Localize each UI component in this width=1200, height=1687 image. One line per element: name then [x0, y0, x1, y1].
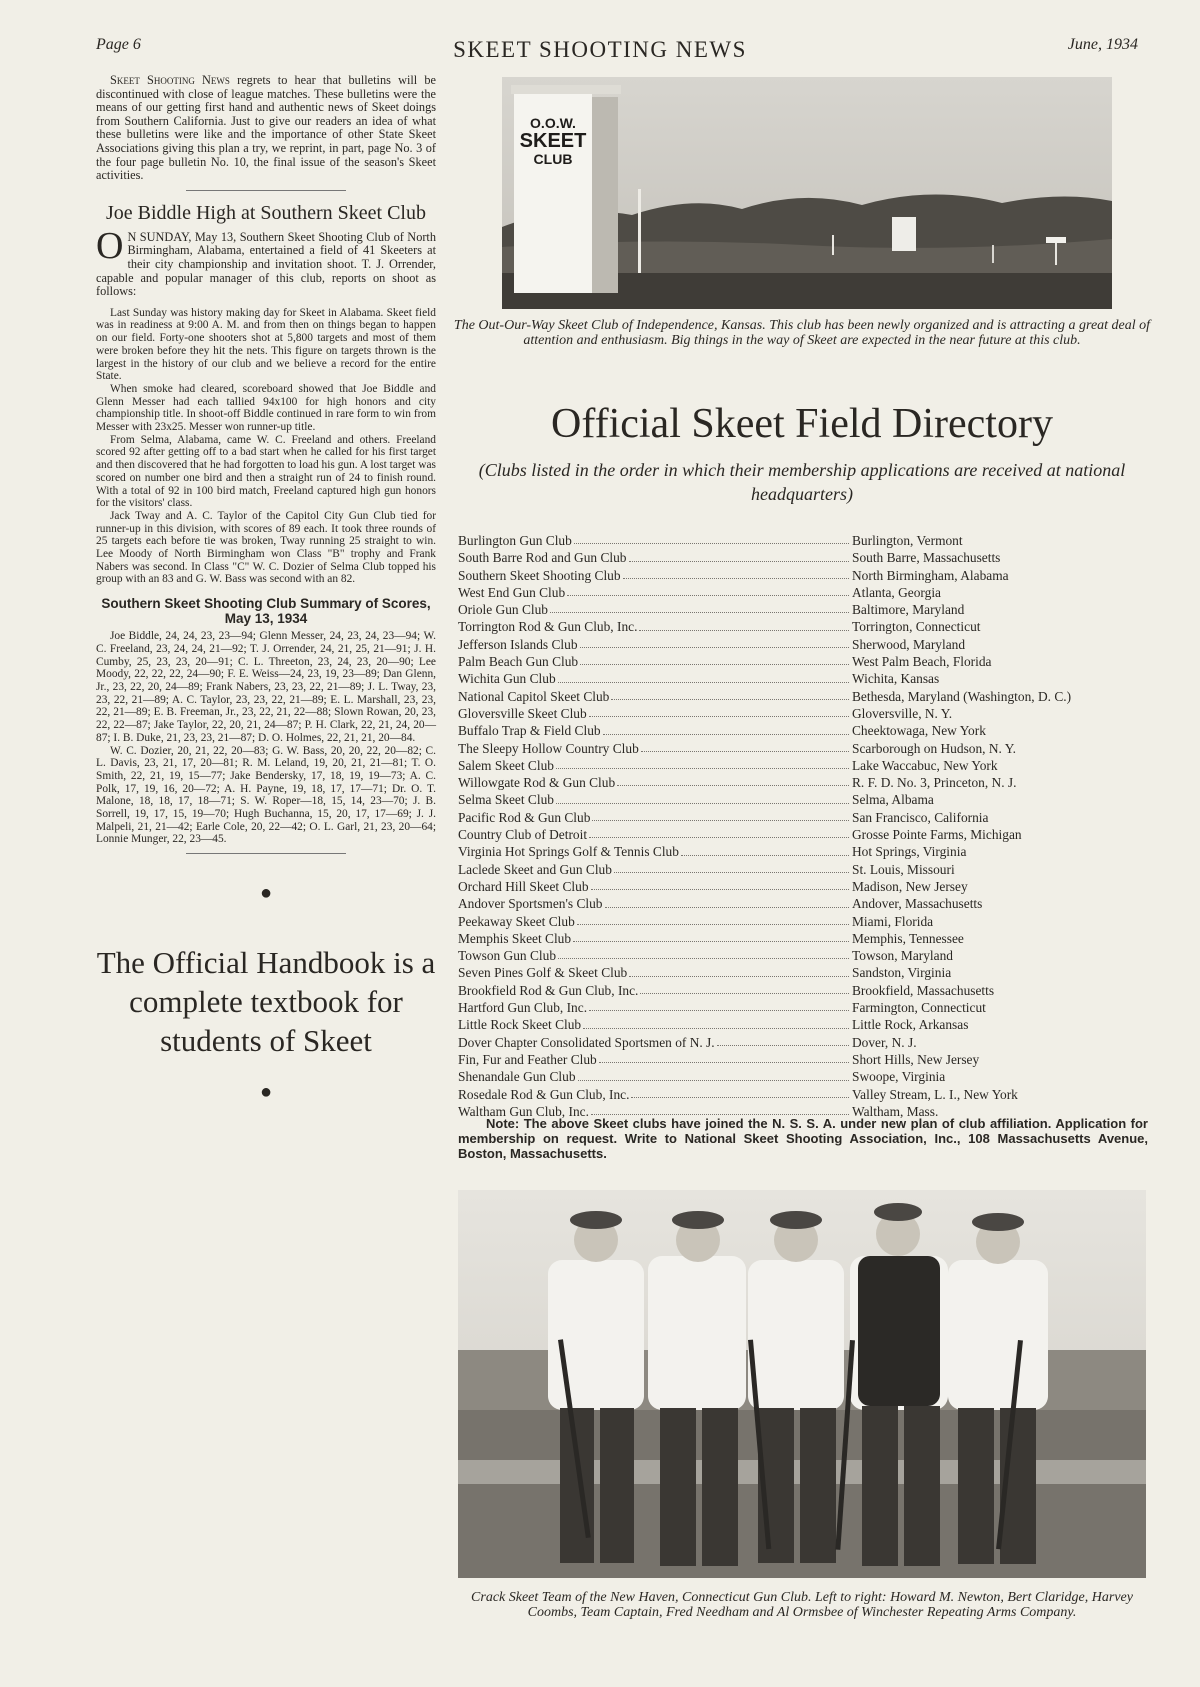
- club-location: Memphis, Tennessee: [852, 930, 964, 946]
- club-name-cell: [458, 532, 850, 549]
- leader-dots: [640, 982, 849, 994]
- directory-entry: [458, 1068, 1158, 1085]
- club-name-cell: [458, 861, 850, 878]
- club-name: Jefferson Islands Club: [458, 636, 578, 652]
- club-name-cell: [458, 878, 850, 895]
- sign-line: CLUB: [533, 151, 573, 167]
- club-name-cell: [458, 999, 850, 1016]
- club-location: South Barre, Massachusetts: [852, 550, 1001, 566]
- club-location: Scarborough on Hudson, N. Y.: [852, 740, 1017, 756]
- intro-lead: Skeet Shooting News: [110, 73, 230, 87]
- leader-dots: [580, 653, 849, 665]
- directory-entry: [458, 757, 1158, 774]
- club-location: Brookfield, Massachusetts: [852, 982, 995, 998]
- club-location: Towson, Maryland: [852, 948, 953, 964]
- club-name-cell: [458, 567, 850, 584]
- club-name: Southern Skeet Shooting Club: [458, 567, 621, 583]
- club-name-cell: [458, 982, 850, 999]
- club-name: Wichita Gun Club: [458, 671, 556, 687]
- club-location: Cheektowaga, New York: [852, 723, 986, 739]
- leader-dots: [591, 1103, 849, 1115]
- directory-entry: [458, 740, 1158, 757]
- page-number: Page 6: [96, 36, 141, 53]
- summary-scores: Joe Biddle, 24, 24, 23, 23—94; Glenn Messer, 24, 23, 24, 23—94; W. C. Freeland, 23, 24, 24, 21—92; T. J. Orrender, 24, 21, 25, 21—91; J. H. Cumby, 25, 23, 23, 20—91; C. L. Threeton, 23, 24, 23, 20—90; Lee Moody, 22, 22, 22, 24—90; F. E. Weiss—24, 23, 19, 23—89; Dan Glenn, Jr., 23, 22, 20, 24—89; Frank Nabers, 23, 23, 22, 21—89; J. L. Tway, 23, 23, 22, 21—89; A. C. Taylor, 23, 23, 22, 21—89; E. L. Marshall, 23, 23, 22, 21—89; E. B. Freeman, Jr., 23, 22, 21, 22—88; Slown Rowan, 20, 23, 22, 22—87; Jake Taylor, 22, 20, 21, 24—87; P. H. Clark, 22, 21, 24, 20—87; I. B. Duke, 21, 23, 23, 21—87; D. O. Holmes, 22, 21, 21, 20—84.: [96, 630, 436, 744]
- lead-text: N SUNDAY, May 13, Southern Skeet Shooting Club of North Birmingham, Alabama, entertained a field of 41 Skeeters at their city championship and invitation shoot. T. J. Orrender, capable and popular manager of this club, reports on shoot as follows:: [96, 229, 436, 299]
- club-location: Lake Waccabuc, New York: [852, 757, 998, 773]
- club-location: Hot Springs, Virginia: [852, 844, 967, 860]
- club-name-cell: [458, 670, 850, 687]
- team-photo-drawing: [458, 1190, 1146, 1578]
- leader-dots: [558, 947, 849, 959]
- leader-dots: [611, 688, 849, 700]
- drop-cap: O: [96, 224, 124, 267]
- directory-entry: [458, 1034, 1158, 1051]
- club-name: Little Rock Skeet Club: [458, 1017, 582, 1033]
- club-location: Andover, Massachusetts: [852, 896, 983, 912]
- left-column: [96, 74, 436, 1102]
- directory-entry: [458, 826, 1158, 843]
- page-header: [0, 0, 1200, 80]
- directory-entry: [458, 809, 1158, 826]
- club-location: Little Rock, Arkansas: [852, 1017, 969, 1033]
- club-name-cell: [458, 705, 850, 722]
- leader-dots: [629, 964, 849, 976]
- issue-date: June, 1934: [1067, 36, 1138, 53]
- leader-dots: [681, 843, 849, 855]
- summary-title: Southern Skeet Shooting Club Summary of Scores, May 13, 1934: [101, 596, 431, 627]
- directory-entry: [458, 964, 1158, 981]
- club-name: Gloversville Skeet Club: [458, 705, 587, 721]
- directory-entry: [458, 567, 1158, 584]
- club-name: Laclede Skeet and Gun Club: [458, 861, 612, 877]
- club-location: Sandston, Virginia: [852, 965, 952, 981]
- club-location: Dover, N. J.: [852, 1034, 917, 1050]
- bullet-mark: ●: [259, 1081, 273, 1104]
- divider: [186, 853, 346, 854]
- club-name: Hartford Gun Club, Inc.: [458, 1000, 588, 1016]
- club-name-cell: [458, 757, 850, 774]
- leader-dots: [623, 567, 849, 579]
- leader-dots: [550, 601, 849, 613]
- directory-entry: [458, 705, 1158, 722]
- club-location: Torrington, Connecticut: [852, 619, 981, 635]
- leader-dots: [577, 913, 849, 925]
- directory-entry: [458, 982, 1158, 999]
- bulletin-intro: [96, 74, 436, 183]
- directory-entry: [458, 774, 1158, 791]
- article-title: Joe Biddle High at Southern Skeet Club: [106, 201, 426, 224]
- leader-dots: [567, 584, 849, 596]
- club-name-cell: [458, 964, 850, 981]
- leader-dots: [580, 636, 849, 648]
- directory-note: Note: The above Skeet clubs have joined the N. S. S. A. under new plan of club affiliation. Application for membership on request. Write to National Skeet Shooting Association, Inc., 108 Massachusetts Avenue, Boston, Massachusetts.: [458, 1116, 1148, 1161]
- club-name: Buffalo Trap & Field Club: [458, 723, 601, 739]
- leader-dots: [573, 930, 849, 942]
- club-name-cell: [458, 601, 850, 618]
- leader-dots: [583, 1016, 849, 1028]
- directory-entry: [458, 999, 1158, 1016]
- club-location: Gloversville, N. Y.: [852, 705, 953, 721]
- club-location: Burlington, Vermont: [852, 533, 963, 548]
- leader-dots: [574, 532, 849, 544]
- club-name: Towson Gun Club: [458, 948, 557, 964]
- club-name: Orchard Hill Skeet Club: [458, 878, 589, 894]
- club-name: Pacific Rod & Gun Club: [458, 809, 591, 825]
- directory-subtitle: (Clubs listed in the order in which their membership applications are received at national headquarters): [478, 460, 1126, 504]
- club-location: Baltimore, Maryland: [852, 602, 965, 618]
- club-name: Dover Chapter Consolidated Sportsmen of N. J.: [458, 1034, 715, 1050]
- article-lead: [96, 224, 436, 299]
- skeet-club-sign: [514, 115, 592, 167]
- club-location: Atlanta, Georgia: [852, 584, 941, 600]
- club-name: Palm Beach Gun Club: [458, 654, 579, 670]
- club-name: Fin, Fur and Feather Club: [458, 1051, 597, 1067]
- leader-dots: [589, 705, 849, 717]
- club-name-cell: [458, 774, 850, 791]
- club-name: South Barre Rod and Gun Club: [458, 550, 627, 566]
- skeet-club-photo: [502, 77, 1112, 309]
- club-name-cell: [458, 791, 850, 808]
- club-name-cell: [458, 1086, 850, 1103]
- directory-entry: [458, 930, 1158, 947]
- intro-text: regrets to hear that bulletins will be discontinued with close of league matches. These bulletins were the means of our getting first hand and authentic news of Skeet doings from Southern California. Just to give our readers an idea of what these bulletins were like and the importance of other State Skeet Associations giving this plan a try, we reprint, in part, page No. 3 of the four page bulletin No. 10, the final issue of the season's Skeet activities.: [96, 73, 436, 183]
- club-location: North Birmingham, Alabama: [852, 567, 1009, 583]
- club-location: Madison, New Jersey: [852, 878, 968, 894]
- club-name-cell: [458, 636, 850, 653]
- club-name: Andover Sportsmen's Club: [458, 896, 603, 912]
- club-name-cell: [458, 1016, 850, 1033]
- directory-entry: [458, 636, 1158, 653]
- club-name: Peekaway Skeet Club: [458, 913, 575, 929]
- club-name: Seven Pines Golf & Skeet Club: [458, 965, 628, 981]
- leader-dots: [717, 1034, 849, 1046]
- article-paragraph: From Selma, Alabama, came W. C. Freeland and others. Freeland scored 92 after getting off to a bad start when he called for his first target and then discovered that he had forgotten to load his gun. A lost target was scored on number one bird and then a straight run of 24 to finish round. With a total of 92 in 100 bird match, Freeland captured high gun honors for the visitors' class.: [96, 433, 436, 510]
- leader-dots: [589, 999, 849, 1011]
- directory-entry: [458, 670, 1158, 687]
- club-name: Brookfield Rod & Gun Club, Inc.: [458, 982, 639, 998]
- leader-dots: [641, 740, 849, 752]
- leader-dots: [603, 722, 849, 734]
- club-location: St. Louis, Missouri: [852, 861, 955, 877]
- club-name-cell: [458, 722, 850, 739]
- directory-entry: [458, 843, 1158, 860]
- club-name: Country Club of Detroit: [458, 827, 588, 843]
- club-name-cell: [458, 913, 850, 930]
- club-location: San Francisco, California: [852, 809, 989, 825]
- leader-dots: [639, 618, 849, 630]
- directory-entry: [458, 913, 1158, 930]
- club-name: The Sleepy Hollow Country Club: [458, 740, 639, 756]
- directory-entry: [458, 584, 1158, 601]
- club-name-cell: [458, 895, 850, 912]
- club-name-cell: [458, 843, 850, 860]
- directory-entry: [458, 791, 1158, 808]
- masthead: SKEET SHOOTING NEWS: [453, 37, 747, 62]
- directory-entry: [458, 1086, 1158, 1103]
- directory-entry: [458, 878, 1158, 895]
- leader-dots: [578, 1068, 849, 1080]
- club-location: Selma, Albama: [852, 792, 934, 808]
- club-name: Willowgate Rod & Gun Club: [458, 775, 616, 791]
- club-name-cell: [458, 1051, 850, 1068]
- club-location: Waltham, Mass.: [852, 1103, 939, 1119]
- club-name: Rosedale Rod & Gun Club, Inc.: [458, 1086, 630, 1102]
- summary-scores-2: W. C. Dozier, 20, 21, 22, 20—83; G. W. Bass, 20, 20, 22, 20—82; C. L. Davis, 23, 21, 17, 20—81; R. M. Leland, 19, 20, 21, 21—81; T. O. Smith, 22, 21, 19, 15—77; Jake Bendersky, 17, 18, 19, 19—73; A. C. Polk, 17, 19, 16, 20—72; A. H. Payne, 19, 18, 17, 17—71; Dr. O. T. Malone, 18, 18, 17, 18—71; S. W. Roper—18, 15, 14, 23—70; J. B. Sorrell, 19, 17, 15, 19—70; Hugh Buchanna, 15, 20, 17, 17—69; J. J. Malpeli, 21, 21—42; Earle Cole, 20, 22—42; O. L. Garl, 21, 23, 20—64; Lonnie Munger, 22, 23—45.: [96, 744, 436, 846]
- club-location: Bethesda, Maryland (Washington, D. C.): [852, 688, 1072, 704]
- divider: [186, 190, 346, 191]
- club-location: Miami, Florida: [852, 913, 934, 929]
- club-location: Wichita, Kansas: [852, 671, 940, 687]
- directory-list: [458, 532, 1158, 1120]
- directory-entry: [458, 618, 1158, 635]
- club-name-cell: [458, 1034, 850, 1051]
- club-name-cell: [458, 740, 850, 757]
- handbook-promo: The Official Handbook is a complete textbook for students of Skeet: [96, 945, 436, 1059]
- directory-entry: [458, 688, 1158, 705]
- directory-entry: [458, 722, 1158, 739]
- club-location: Sherwood, Maryland: [852, 636, 966, 652]
- club-name: Oriole Gun Club: [458, 602, 549, 618]
- team-photo-caption: Crack Skeet Team of the New Haven, Connecticut Gun Club. Left to right: Howard M. Newton, Bert Claridge, Harvey Coombs, Team Captain, Fred Needham and Al Ormsbee of Winchester Repeating Arms Company.: [471, 1590, 1133, 1620]
- directory-entry: [458, 601, 1158, 618]
- leader-dots: [614, 861, 849, 873]
- leader-dots: [591, 878, 849, 890]
- leader-dots: [556, 791, 849, 803]
- top-photo-caption: The Out-Our-Way Skeet Club of Independence, Kansas. This club has been newly organized and is attracting a great deal of attention and enthusiasm. Big things in the way of Skeet are expected in the near future at this club.: [453, 318, 1151, 348]
- club-name-cell: [458, 826, 850, 843]
- leader-dots: [631, 1086, 849, 1098]
- club-name: National Capitol Skeet Club: [458, 688, 610, 704]
- club-name-cell: [458, 1068, 850, 1085]
- club-location: Swoope, Virginia: [852, 1069, 946, 1085]
- leader-dots: [629, 549, 850, 561]
- club-name: Shenandale Gun Club: [458, 1069, 576, 1085]
- directory-entry: [458, 653, 1158, 670]
- club-name-cell: [458, 584, 850, 601]
- club-name: West End Gun Club: [458, 584, 566, 600]
- club-name: Torrington Rod & Gun Club, Inc.: [458, 619, 638, 635]
- club-name-cell: [458, 947, 850, 964]
- club-name: Virginia Hot Springs Golf & Tennis Club: [458, 844, 679, 860]
- article-paragraph: Jack Tway and A. C. Taylor of the Capitol City Gun Club tied for runner-up in this division, with scores of 89 each. It took three rounds of 25 targets each before tie was broken, Tway running 25 straight to win. Lee Moody of North Birmingham won Class "B" trophy and Frank Nabers was second. In Class "C" W. C. Dozier of Selma Club topped his group with an 83 and G. W. Bass was second with an 82.: [96, 509, 436, 586]
- club-name-cell: [458, 809, 850, 826]
- directory-entry: [458, 1016, 1158, 1033]
- club-location: R. F. D. No. 3, Princeton, N. J.: [852, 775, 1017, 791]
- article-paragraph: When smoke had cleared, scoreboard showed that Joe Biddle and Glenn Messer had each tallied 94x100 for high honors and city championship title. In shoot-off Biddle continued in rare form to win from Messer with 23x25. Messer won runner-up title.: [96, 382, 436, 434]
- club-location: Farmington, Connecticut: [852, 1000, 986, 1016]
- club-name-cell: [458, 549, 850, 566]
- article-paragraph: Last Sunday was history making day for Skeet in Alabama. Skeet field was in readiness at 9:00 A. M. and from then on things began to happen on our field. Forty-one shooters shot at 5,800 targets and most of them were broken before they hit the nets. This figure on targets thrown is the largest in the history of our club and we believe a record for the entire State.: [96, 306, 436, 383]
- club-location: Valley Stream, L. I., New York: [852, 1086, 1018, 1102]
- directory-entry: [458, 532, 1158, 549]
- club-name: Salem Skeet Club: [458, 757, 554, 773]
- directory-entry: [458, 861, 1158, 878]
- directory-title: Official Skeet Field Directory: [551, 401, 1053, 447]
- bullet-mark: ●: [259, 882, 273, 905]
- leader-dots: [617, 774, 849, 786]
- sign-line: SKEET: [519, 130, 587, 152]
- leader-dots: [605, 895, 850, 907]
- team-photo: [458, 1190, 1146, 1578]
- sign-line: O.O.W.: [530, 115, 576, 131]
- leader-dots: [592, 809, 849, 821]
- skeet-club-photo-drawing: [502, 77, 1112, 309]
- leader-dots: [589, 826, 849, 838]
- directory-entry: [458, 895, 1158, 912]
- club-location: Grosse Pointe Farms, Michigan: [852, 827, 1022, 843]
- directory-entry: [458, 947, 1158, 964]
- club-name-cell: [458, 653, 850, 670]
- leader-dots: [599, 1051, 849, 1063]
- leader-dots: [556, 757, 849, 769]
- club-name-cell: [458, 930, 850, 947]
- directory-entry: [458, 1051, 1158, 1068]
- club-name-cell: [458, 618, 850, 635]
- club-name: Burlington Gun Club: [458, 533, 572, 548]
- club-name: Selma Skeet Club: [458, 792, 554, 808]
- club-name: Memphis Skeet Club: [458, 930, 572, 946]
- club-name: Waltham Gun Club, Inc.: [458, 1103, 589, 1119]
- leader-dots: [558, 670, 849, 682]
- club-name-cell: [458, 688, 850, 705]
- directory-entry: [458, 549, 1158, 566]
- club-location: West Palm Beach, Florida: [852, 654, 992, 670]
- club-location: Short Hills, New Jersey: [852, 1051, 980, 1067]
